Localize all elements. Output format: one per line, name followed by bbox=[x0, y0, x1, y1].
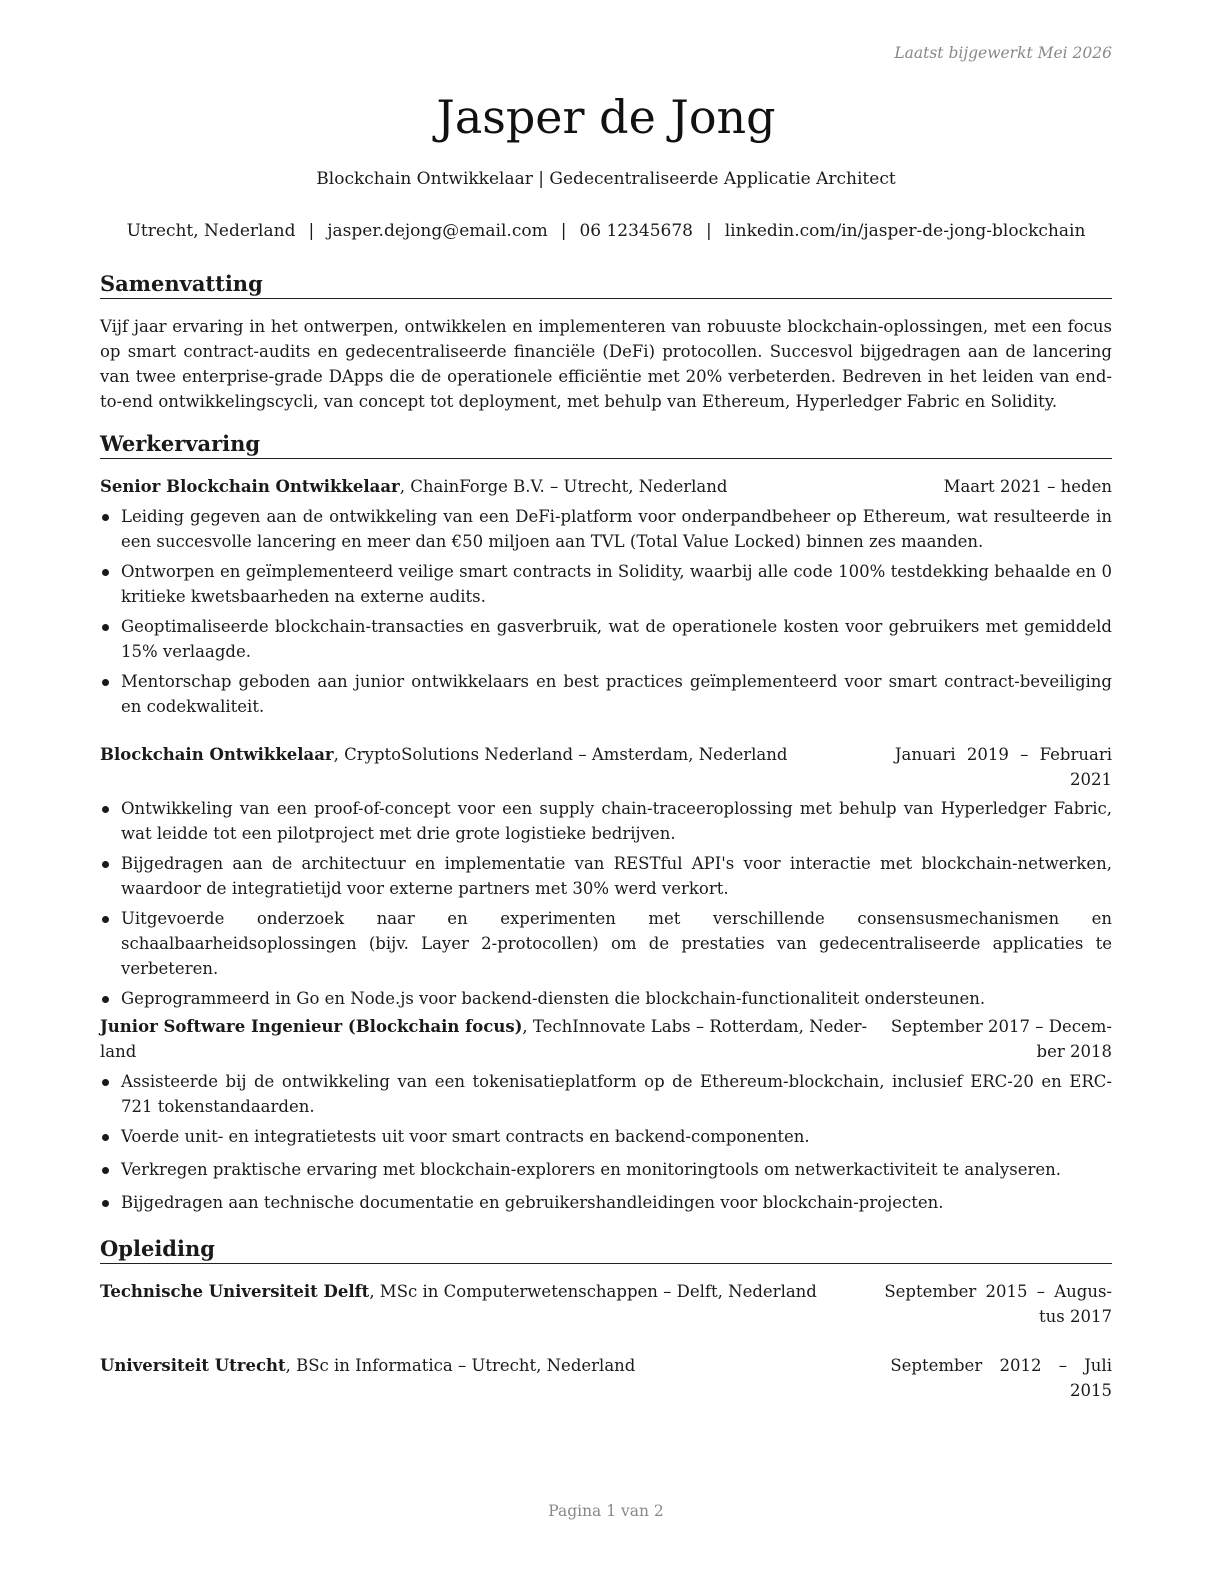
contact-separator: | bbox=[308, 221, 315, 241]
job-header bbox=[100, 1014, 1112, 1064]
job-date-text: ber 2018 bbox=[1036, 1042, 1112, 1061]
bullet-dot-icon bbox=[102, 996, 109, 1003]
job-company: , ChainForge B.V. – Utrecht, Nederland bbox=[399, 477, 728, 496]
list-item bbox=[100, 986, 1112, 1011]
bullet-text: Uitgevoerde onderzoek naar en experimenten met verschillende consensusmechanismen en schaalbaarheidsoplossingen (bijv. Layer 2-protocollen) om de prestaties van gedecentraliseerde applicaties te verbeteren. bbox=[121, 909, 1112, 978]
list-item bbox=[100, 1190, 1112, 1215]
bullet-text: Leiding gegeven aan de ontwikkeling van een DeFi-platform voor onderpandbeheer op Ethereum, wat resulteerde in een succesvolle lancering en meer dan €50 miljoen aan TVL (Total Value Locked) binnen zes maanden. bbox=[121, 507, 1112, 551]
bullet-dot-icon bbox=[102, 1079, 109, 1086]
job-title-line bbox=[100, 1014, 867, 1064]
bullet-dot-icon bbox=[102, 861, 109, 868]
list-item bbox=[100, 559, 1112, 609]
job-bullets bbox=[100, 504, 1112, 719]
job-dates bbox=[895, 742, 1112, 792]
education-date-text: September 2015 – Augus- bbox=[884, 1282, 1112, 1301]
contact-line bbox=[100, 220, 1112, 242]
education-title-line bbox=[100, 1353, 635, 1378]
job-company-continued: land bbox=[100, 1042, 137, 1061]
education-dates bbox=[884, 1279, 1112, 1329]
bullet-text: Geprogrammeerd in Go en Node.js voor backend-diensten die blockchain-functionaliteit ondersteunen. bbox=[121, 989, 986, 1008]
bullet-text: Voerde unit- en integratietests uit voor smart contracts en backend-componenten. bbox=[121, 1127, 810, 1146]
bullet-text: Bijgedragen aan de architectuur en implementatie van RESTful API's voor interactie met blockchain-netwerken, waardoor de integratietijd voor externe partners met 30% werd verkort. bbox=[121, 854, 1112, 898]
list-item bbox=[100, 1069, 1112, 1119]
job-bullets bbox=[100, 796, 1112, 1011]
bullet-text: Bijgedragen aan technische documentatie en gebruikershandleidingen voor blockchain-projecten. bbox=[121, 1193, 944, 1212]
education-title-line bbox=[100, 1279, 817, 1304]
bullet-text: Ontworpen en geïmplementeerd veilige smart contracts in Solidity, waarbij alle code 100% testdekking behaalde en 0 kritieke kwetsbaarheden na externe audits. bbox=[121, 562, 1112, 606]
contact-phone[interactable]: 06 12345678 bbox=[579, 221, 694, 241]
job-bullets bbox=[100, 1069, 1112, 1215]
section-title-summary: Samenvatting bbox=[100, 271, 1112, 299]
job-dates bbox=[944, 474, 1112, 499]
job-role: Senior Blockchain Ontwikkelaar bbox=[100, 477, 400, 496]
job-date-text: Maart 2021 – heden bbox=[943, 477, 1112, 496]
candidate-headline: Blockchain Ontwikkelaar | Gedecentraliseerde Applicatie Architect bbox=[316, 169, 896, 189]
contact-email[interactable]: jasper.dejong@email.com bbox=[327, 221, 548, 241]
education-date-text: September 2012 – Juli bbox=[890, 1356, 1112, 1375]
contact-separator: | bbox=[706, 221, 712, 241]
job-header bbox=[100, 742, 1112, 792]
bullet-text: Mentorschap geboden aan junior ontwikkelaars en best practices geïmplementeerd voor smart contract-beveiliging en codekwaliteit. bbox=[121, 672, 1112, 716]
education-detail: , BSc in Informatica – Utrecht, Nederland bbox=[285, 1356, 636, 1375]
section-title-experience: Werkervaring bbox=[100, 431, 1112, 459]
bullet-dot-icon bbox=[102, 916, 109, 923]
page-number: Pagina 1 van 2 bbox=[548, 1502, 664, 1520]
job-role: Junior Software Ingenieur (Blockchain focus) bbox=[100, 1017, 523, 1036]
job-title-line bbox=[100, 742, 787, 767]
bullet-dot-icon bbox=[102, 1134, 109, 1141]
bullet-text: Geoptimaliseerde blockchain-transacties en gasverbruik, wat de operationele kosten voor gebruikers met gemiddeld 15% verlaagde. bbox=[121, 617, 1112, 661]
list-item bbox=[100, 906, 1112, 981]
list-item bbox=[100, 1124, 1112, 1149]
job-date-text: September 2017 – Decem- bbox=[890, 1017, 1112, 1036]
contact-linkedin[interactable]: linkedin.com/in/jasper-de-jong-blockchain bbox=[724, 221, 1086, 241]
bullet-dot-icon bbox=[102, 1200, 109, 1207]
list-item bbox=[100, 796, 1112, 846]
education-school: Technische Universiteit Delft bbox=[100, 1282, 370, 1301]
summary-text: Vijf jaar ervaring in het ontwerpen, ontwikkelen en implementeren van robuuste blockchain-oplossingen, met een focus op smart contract-audits en gedecentraliseerde financiële (DeFi) protocollen. Succesvol bijgedragen aan de lancering van twee enterprise-grade DApps die de operationele efficiëntie met 20% verbeterden. Bedreven in het leiden van end-to-end ontwikkelingscycli, van concept tot deployment, met behulp van Ethereum, Hyperledger Fabric en Solidity. bbox=[100, 317, 1112, 411]
bullet-dot-icon bbox=[102, 514, 109, 521]
bullet-text: Ontwikkeling van een proof-of-concept voor een supply chain-traceeroplossing met behulp van Hyperledger Fabric, wat leidde tot een pilotproject met drie grote logistieke bedrijven. bbox=[121, 799, 1112, 843]
job-date-text: Januari 2019 – Februari bbox=[894, 745, 1112, 764]
bullet-text: Verkregen praktische ervaring met blockchain-explorers en monitoringtools om netwerkactiviteit te analyseren. bbox=[121, 1160, 1062, 1179]
list-item bbox=[100, 669, 1112, 719]
last-updated-note: Laatst bijgewerkt Mei 2026 bbox=[894, 44, 1112, 62]
bullet-dot-icon bbox=[102, 679, 109, 686]
education-date-text: tus 2017 bbox=[1039, 1307, 1112, 1326]
list-item bbox=[100, 614, 1112, 664]
candidate-name: Jasper de Jong bbox=[436, 90, 776, 144]
contact-separator: | bbox=[560, 221, 567, 241]
section-title-education: Opleiding bbox=[100, 1236, 1112, 1264]
contact-location: Utrecht, Nederland bbox=[126, 221, 296, 241]
job-role: Blockchain Ontwikkelaar bbox=[100, 745, 334, 764]
job-dates bbox=[891, 1014, 1112, 1064]
bullet-dot-icon bbox=[102, 806, 109, 813]
education-dates bbox=[890, 1353, 1112, 1403]
education-school: Universiteit Utrecht bbox=[100, 1356, 286, 1375]
education-detail: , MSc in Computerwetenschappen – Delft, Nederland bbox=[369, 1282, 817, 1301]
education-date-text: 2015 bbox=[1070, 1381, 1112, 1400]
job-date-text: 2021 bbox=[1070, 770, 1112, 789]
bullet-dot-icon bbox=[102, 624, 109, 631]
list-item bbox=[100, 504, 1112, 554]
education-entry bbox=[100, 1353, 1112, 1403]
list-item bbox=[100, 1157, 1112, 1182]
job-title-line bbox=[100, 474, 727, 499]
bullet-dot-icon bbox=[102, 1167, 109, 1174]
job-company: , TechInnovate Labs – Rotterdam, Neder- bbox=[522, 1017, 868, 1036]
job-header bbox=[100, 474, 1112, 499]
bullet-text: Assisteerde bij de ontwikkeling van een tokenisatieplatform op de Ethereum-blockchain, inclusief ERC-20 en ERC-721 tokenstandaarden. bbox=[121, 1072, 1112, 1116]
resume-page bbox=[100, 0, 1112, 1584]
education-entry bbox=[100, 1279, 1112, 1329]
bullet-dot-icon bbox=[102, 569, 109, 576]
job-company: , CryptoSolutions Nederland – Amsterdam, Nederland bbox=[333, 745, 788, 764]
list-item bbox=[100, 851, 1112, 901]
